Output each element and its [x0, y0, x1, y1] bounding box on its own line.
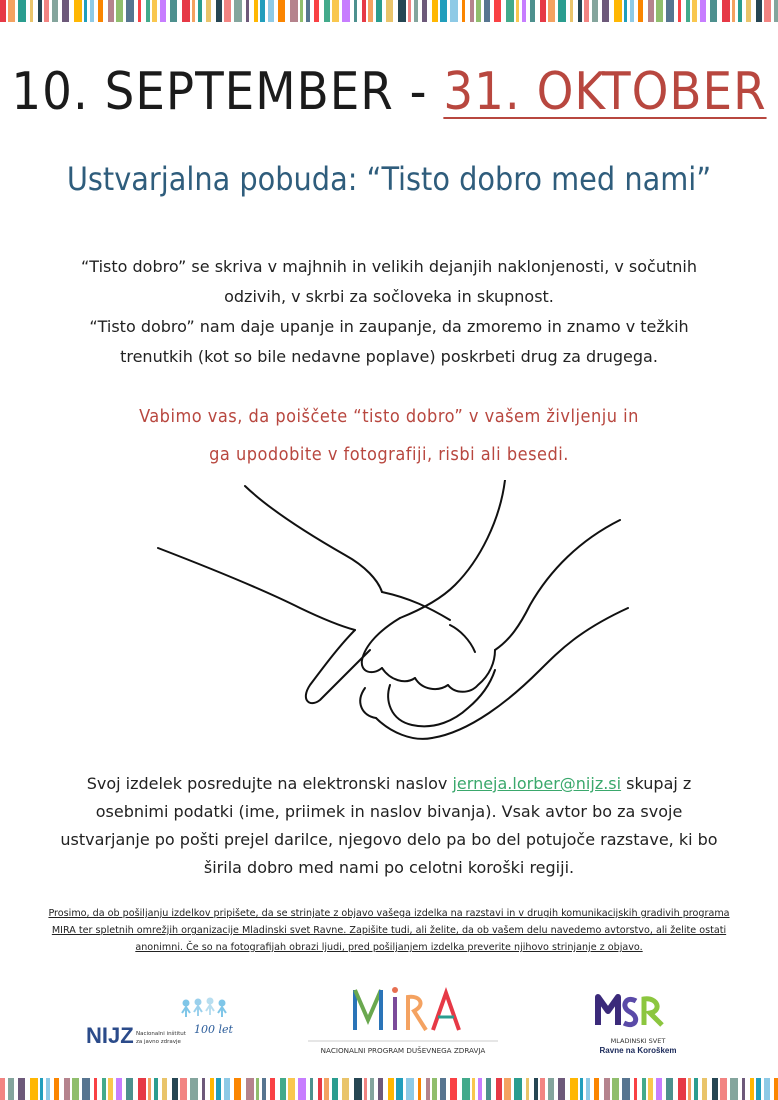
- stripe-segment: [558, 0, 566, 22]
- date-start: 10. SEPTEMBER -: [11, 62, 444, 122]
- stripe-segment: [62, 0, 69, 22]
- stripe-segment: [298, 1078, 306, 1100]
- stripe-segment: [494, 0, 501, 22]
- decorative-stripe-top: [0, 0, 778, 22]
- invitation-text: [0, 398, 778, 474]
- consent-disclaimer: Prosimo, da ob pošiljanju izdelkov pripišete, da se strinjate z objavo vašega izdelka na razstavi in v drugih komunikacijskih gradivih programa MIRA ter spletnih omrežjih organizacije Mladinski svet Ravne. Zapišite tudi, ali želite, da ob vašem delu navedemo avtorstvo, ali želite ostati anonimni. Če so na fotografijah obrazi ljudi, pred pošiljanjem izdelka preverite njihovo strinjanje z objavo.: [48, 908, 730, 953]
- invitation-line-1: Vabimo vas, da poiščete “tisto dobro” v vašem življenju in: [139, 406, 639, 427]
- stripe-segment: [678, 1078, 686, 1100]
- msr-emblem-icon: [598, 997, 662, 1025]
- intro-text: [60, 252, 718, 372]
- stripe-segment: [614, 0, 622, 22]
- stripe-segment: [182, 0, 190, 22]
- page-subtitle: Ustvarjalna pobuda: “Tisto dobro med nami”: [66, 160, 712, 198]
- instructions-before-email: Svoj izdelek posredujte na elektronski naslov: [86, 774, 453, 793]
- stripe-segment: [190, 1078, 198, 1100]
- stripe-segment: [72, 1078, 79, 1100]
- stripe-segment: [656, 0, 663, 22]
- stripe-segment: [710, 0, 717, 22]
- stripe-segment: [18, 0, 26, 22]
- stripe-segment: [342, 1078, 349, 1100]
- stripe-segment: [398, 0, 406, 22]
- footer-logos: [0, 985, 778, 1065]
- stripe-segment: [170, 0, 177, 22]
- nijz-line-2: za javno zdravje: [136, 1039, 181, 1045]
- stripe-segment: [82, 1078, 90, 1100]
- stripe-segment: [558, 1078, 565, 1100]
- instructions-after-email: skupaj z osebnimi podatki (ime, priimek in naslov bivanja). Vsak avtor bo za svoje ustvarjanje po pošti prejel darilce, njegovo delo pa bo del potujoče razstave, ki bo širila dobro med nami po celotni koroški regiji.: [60, 774, 718, 877]
- stripe-segment: [224, 0, 231, 22]
- nijz-name: NIJZ: [86, 1023, 134, 1048]
- stripe-segment: [278, 0, 285, 22]
- stripe-segment: [730, 1078, 738, 1100]
- stripe-segment: [138, 1078, 146, 1100]
- nijz-logo: [86, 993, 246, 1053]
- mira-wordmark: [355, 987, 459, 1030]
- mira-tagline: NACIONALNI PROGRAM DUŠEVNEGA ZDRAVJA: [320, 1046, 486, 1055]
- stripe-segment: [440, 0, 447, 22]
- stripe-segment: [548, 0, 555, 22]
- msr-line-1: MLADINSKI SVET: [610, 1037, 666, 1045]
- stripe-segment: [8, 0, 15, 22]
- stripe-segment: [74, 0, 82, 22]
- stripe-segment: [406, 1078, 414, 1100]
- intro-paragraph-1: “Tisto dobro” se skriva v majhnih in velikih dejanjih naklonjenosti, v sočutnih odzivih, v skrbi za sočloveka in skupnost.: [81, 257, 697, 306]
- stripe-segment: [666, 0, 674, 22]
- stripe-segment: [506, 0, 514, 22]
- decorative-stripe-bottom: [0, 1078, 778, 1100]
- stripe-segment: [234, 0, 242, 22]
- stripe-segment: [570, 1078, 578, 1100]
- invitation-line-2: ga upodobite v fotografiji, risbi ali besedi.: [209, 444, 569, 465]
- nijz-line-1: Nacionalni inštitut: [136, 1031, 186, 1037]
- stripe-segment: [462, 1078, 470, 1100]
- stripe-segment: [126, 1078, 133, 1100]
- stripe-segment: [722, 0, 730, 22]
- stripe-segment: [666, 1078, 673, 1100]
- date-range-heading: [0, 62, 778, 122]
- msr-line-2: Ravne na Koroškem: [599, 1046, 677, 1055]
- stripe-segment: [774, 1078, 778, 1100]
- stripe-segment: [116, 0, 123, 22]
- stripe-segment: [180, 1078, 187, 1100]
- stripe-segment: [290, 0, 298, 22]
- stripe-segment: [612, 1078, 619, 1100]
- stripe-segment: [720, 1078, 727, 1100]
- holding-hands-illustration: [150, 480, 630, 750]
- stripe-segment: [246, 1078, 254, 1100]
- stripe-segment: [332, 0, 339, 22]
- stripe-segment: [18, 1078, 25, 1100]
- mira-logo: [308, 985, 498, 1060]
- stripe-segment: [386, 0, 393, 22]
- stripe-segment: [396, 1078, 403, 1100]
- stripe-segment: [342, 0, 350, 22]
- msr-logo: [578, 985, 698, 1060]
- stripe-segment: [450, 0, 458, 22]
- stripe-segment: [504, 1078, 511, 1100]
- date-end: 31. OKTOBER: [443, 62, 767, 122]
- stripe-segment: [288, 1078, 295, 1100]
- stripe-segment: [126, 0, 134, 22]
- intro-paragraph-2: “Tisto dobro” nam daje upanje in zaupanje, da zmoremo in znamo v težkih trenutkih (kot so bile nedavne poplave) poskrbeti drug za drugega.: [89, 317, 689, 366]
- stripe-segment: [354, 1078, 362, 1100]
- stripe-segment: [234, 1078, 241, 1100]
- stripe-segment: [30, 1078, 38, 1100]
- nijz-badge: 100 let: [194, 1023, 233, 1036]
- stripe-segment: [602, 0, 609, 22]
- people-figures-icon: [182, 998, 226, 1018]
- email-link[interactable]: jerneja.lorber@nijz.si: [452, 774, 622, 793]
- stripe-segment: [514, 1078, 522, 1100]
- stripe-segment: [622, 1078, 630, 1100]
- stripe-segment: [774, 0, 778, 22]
- submission-instructions: [60, 770, 718, 882]
- stripe-segment: [764, 0, 771, 22]
- stripe-segment: [450, 1078, 457, 1100]
